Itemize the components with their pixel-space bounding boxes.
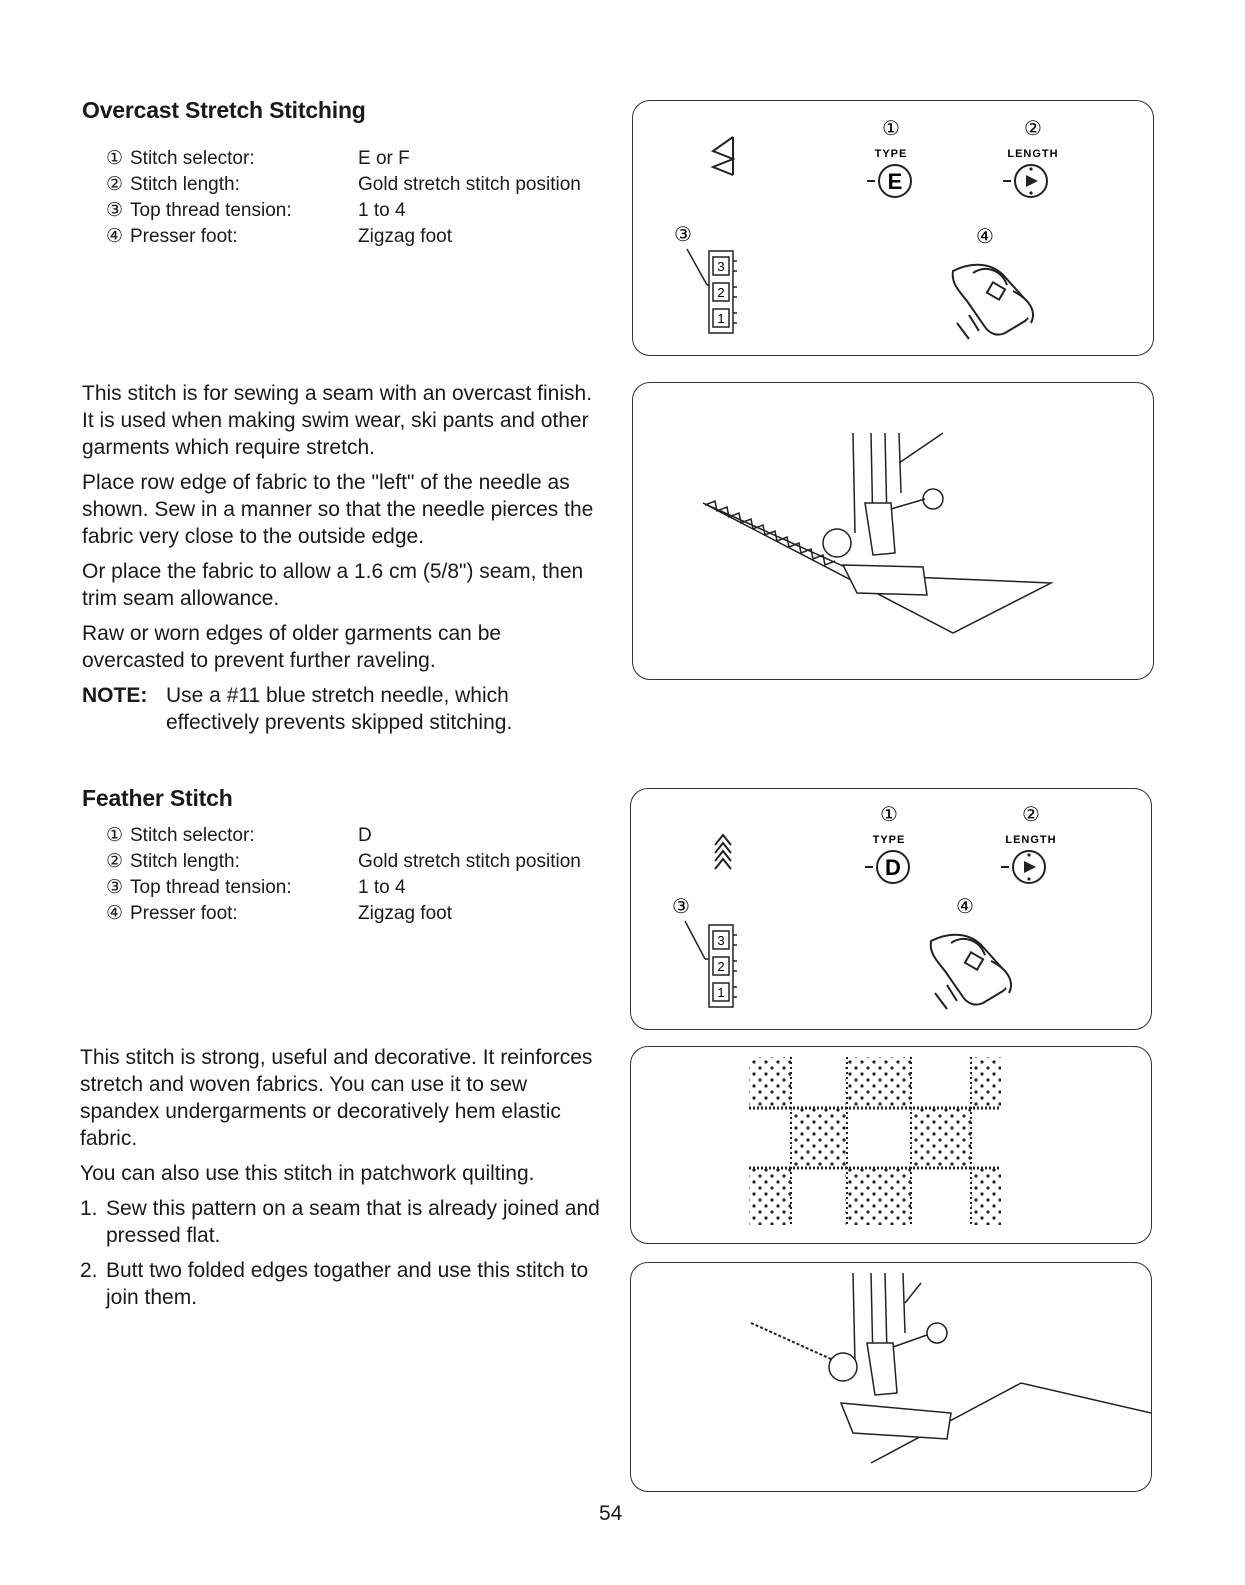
- setting-label: Stitch length:: [130, 851, 240, 872]
- setting-value: Gold stretch stitch position: [358, 174, 581, 195]
- setting-value: Zigzag foot: [358, 903, 452, 924]
- setting-row: [106, 901, 581, 927]
- callout-number: ①: [106, 148, 124, 169]
- callout-number: ②: [106, 851, 124, 872]
- patch: [971, 1169, 1001, 1225]
- setting-row: [106, 823, 581, 849]
- setting-value: Zigzag foot: [358, 226, 452, 247]
- dial-settings-illustration: [633, 101, 1153, 355]
- callout-2: ②: [1022, 804, 1040, 826]
- length-label: LENGTH: [1005, 834, 1057, 846]
- type-label: TYPE: [872, 834, 906, 846]
- setting-row: [106, 224, 581, 250]
- setting-value: E or F: [358, 148, 410, 169]
- setting-value: D: [358, 825, 372, 846]
- body-text-feather: [80, 1044, 600, 1319]
- setting-value: 1 to 4: [358, 877, 406, 898]
- callout-4: ④: [976, 226, 994, 248]
- page-number: 54: [599, 1502, 623, 1525]
- setting-label: Top thread tension:: [130, 877, 292, 898]
- settings-list-feather: [106, 823, 581, 927]
- note-block: [82, 682, 607, 736]
- callout-2: ②: [1024, 118, 1042, 140]
- step-text: Butt two folded edges togather and use this stitch to join them.: [106, 1259, 589, 1309]
- patch: [971, 1057, 1001, 1107]
- steps-list: [80, 1195, 600, 1311]
- feather-stitch-symbol-icon: [715, 835, 731, 869]
- patchwork-illustration: [631, 1047, 1151, 1243]
- patch: [845, 1169, 911, 1225]
- setting-label: Presser foot:: [130, 226, 238, 247]
- overcast-sewing-illustration-panel: [632, 382, 1154, 680]
- section-title-overcast: Overcast Stretch Stitching: [82, 97, 366, 123]
- paragraph: This stitch is for sewing a seam with an overcast finish. It is used when making swim wear, ski pants and other garments which require stretch.: [82, 382, 593, 459]
- list-item: [80, 1195, 600, 1249]
- tension-mark: 2: [717, 959, 725, 974]
- callout-1: ①: [880, 804, 898, 826]
- note-label: NOTE:: [82, 684, 148, 707]
- overcast-sewing-illustration: [633, 383, 1153, 679]
- callout-number: ③: [106, 200, 124, 221]
- paragraph: Or place the fabric to allow a 1.6 cm (5/8") seam, then trim seam allowance.: [82, 560, 584, 610]
- callout-number: ②: [106, 174, 124, 195]
- patch: [749, 1169, 791, 1225]
- overcast-stitch-symbol-icon: [713, 137, 733, 175]
- paragraph: Raw or worn edges of older garments can be overcasted to prevent further raveling.: [82, 622, 502, 672]
- feather-sewing-illustration-panel: [630, 1262, 1152, 1492]
- callout-3: ③: [672, 896, 690, 918]
- paragraph: You can also use this stitch in patchwork quilting.: [80, 1162, 535, 1185]
- type-dial-value: E: [887, 169, 903, 194]
- setting-row: [106, 198, 581, 224]
- type-label: TYPE: [874, 148, 908, 160]
- feather-stitch-line: [751, 1323, 831, 1359]
- setting-row: [106, 849, 581, 875]
- length-dial-icon: [1003, 165, 1047, 197]
- callout-1: ①: [882, 118, 900, 140]
- setting-row: [106, 146, 581, 172]
- feather-sewing-illustration: [631, 1263, 1151, 1491]
- dial-settings-panel-feather: [630, 788, 1152, 1030]
- callout-number: ①: [106, 825, 124, 846]
- step-number: 2.: [80, 1259, 98, 1282]
- patchwork-illustration-panel: [630, 1046, 1152, 1244]
- setting-row: [106, 875, 581, 901]
- length-dial-icon: [1001, 851, 1045, 883]
- setting-label: Stitch selector:: [130, 825, 255, 846]
- setting-label: Presser foot:: [130, 903, 238, 924]
- patch: [791, 1109, 847, 1167]
- tension-mark: 1: [717, 985, 725, 1000]
- setting-label: Stitch length:: [130, 174, 240, 195]
- setting-value: 1 to 4: [358, 200, 406, 221]
- note-text: Use a #11 blue stretch needle, which effectively prevents skipped stitching.: [166, 684, 513, 734]
- callout-number: ③: [106, 877, 124, 898]
- setting-label: Top thread tension:: [130, 200, 292, 221]
- zigzag-presser-foot-icon: [953, 265, 1033, 339]
- type-dial-value: D: [885, 855, 901, 880]
- callout-4: ④: [956, 896, 974, 918]
- dial-settings-illustration: [631, 789, 1151, 1029]
- setting-label: Stitch selector:: [130, 148, 255, 169]
- callout-number: ④: [106, 226, 124, 247]
- paragraph: This stitch is strong, useful and decorative. It reinforces stretch and woven fabrics. You can use it to sew spandex undergarments or decoratively hem elastic fabric.: [80, 1046, 593, 1150]
- leader-line: [685, 921, 705, 959]
- body-text-overcast: [82, 380, 607, 736]
- callout-number: ④: [106, 903, 124, 924]
- tension-mark: 3: [717, 933, 725, 948]
- setting-row: [106, 172, 581, 198]
- setting-value: Gold stretch stitch position: [358, 851, 581, 872]
- step-text: Sew this pattern on a seam that is already joined and pressed flat.: [106, 1197, 600, 1247]
- settings-list-overcast: [106, 146, 581, 250]
- leader-line: [687, 249, 707, 285]
- section-title-feather: Feather Stitch: [82, 785, 233, 811]
- callout-3: ③: [674, 224, 692, 246]
- tension-mark: 1: [717, 311, 725, 326]
- patch: [749, 1057, 791, 1107]
- length-label: LENGTH: [1007, 148, 1059, 160]
- tension-mark: 3: [717, 259, 725, 274]
- tension-mark: 2: [717, 285, 725, 300]
- patch: [845, 1057, 911, 1107]
- list-item: [80, 1257, 600, 1311]
- zigzag-presser-foot-icon: [931, 935, 1011, 1009]
- paragraph: Place row edge of fabric to the "left" of the needle as shown. Sew in a manner so that the needle pierces the fabric very close to the outside edge.: [82, 471, 594, 548]
- step-number: 1.: [80, 1197, 98, 1220]
- patch: [911, 1109, 971, 1167]
- dial-settings-panel-overcast: [632, 100, 1154, 356]
